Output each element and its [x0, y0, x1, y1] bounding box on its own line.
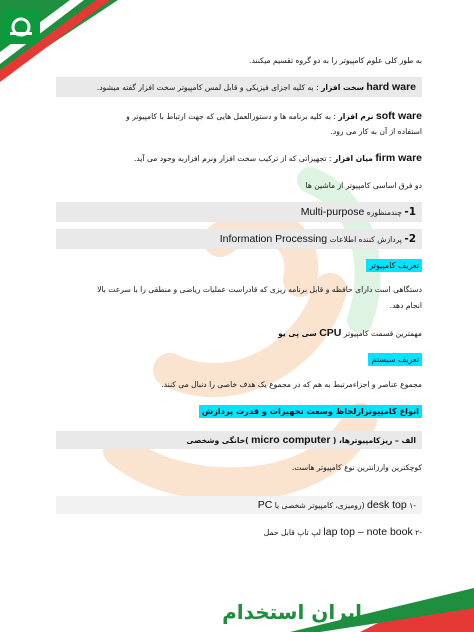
multipurpose-line [56, 202, 422, 222]
multipurpose-fa: چندمنظوره [366, 208, 402, 217]
multipurpose-en: Multi-purpose [300, 206, 365, 218]
microcomputer-en: micro computer [251, 434, 331, 446]
desktop-pc: PC [257, 499, 273, 511]
laptop-fa: لپ تاپ قابل حمل [263, 528, 321, 537]
info-processing-fa: پردازش کننده اطلاعات [329, 235, 402, 244]
laptop-line [264, 524, 422, 540]
info-processing-num: 2- [404, 233, 416, 245]
cpu-tail: سی پی یو [278, 329, 317, 338]
computer-definition-heading: تعریف کامپیوتر [366, 259, 422, 272]
cpu-fa: مهمترین قسمت کامپیوتر [343, 329, 422, 338]
hardware-desc: : به کلیه اجزای فیزیکی و قابل لمس کامپیوتر سخت افزار گفته میشود. [96, 83, 319, 92]
system-definition-heading: تعریف سیستم [368, 353, 422, 366]
software-term: soft ware [375, 110, 422, 122]
multipurpose-num: 1- [404, 206, 416, 218]
laptop-num: -۲ [415, 528, 422, 537]
cpu-line [278, 326, 422, 340]
computer-definition-cont: انجام دهد. [389, 301, 422, 310]
hardware-term: hard ware [366, 81, 416, 93]
desktop-num: -۱ [409, 501, 416, 510]
desktop-fa: (رومیزی، کامپیوتر شخصی یا [274, 501, 365, 510]
microcomputer-desc: کوچکترین وارزانترین نوع کامپیوتر هاست. [291, 463, 422, 472]
brand-badge-icon [2, 10, 40, 44]
microcomputer-head: الف – ریزکامپیوترها، ( [332, 436, 416, 445]
firmware-fa: میان افزار [333, 154, 373, 163]
hardware-fa: سخت افزار [321, 83, 364, 92]
cpu-en: CPU [319, 327, 342, 339]
software-line [126, 108, 422, 124]
brand-name: ایران استخدام [222, 600, 362, 624]
software-fa: نرم افزار [338, 112, 374, 121]
firmware-desc: : تجهیزاتی که از ترکیب سخت افزار ونرم افزاربه وجود می آید. [133, 154, 332, 163]
desktop-line [56, 496, 422, 514]
info-processing-en: Information Processing [219, 233, 328, 245]
microcomputer-tail: )خانگی وشخصی [186, 436, 249, 445]
laptop-en: lap top – note book [323, 526, 413, 538]
difference-heading: دو فرق اساسی کامپیوتر از ماشین ها [305, 181, 422, 190]
software-desc: : به کلیه برنامه ها و دستورالعمل هایی که جهت ارتباط با کامپیوتر و [126, 112, 336, 121]
microcomputer-line [56, 431, 422, 449]
hardware-line [56, 77, 422, 97]
info-processing-line [56, 229, 422, 249]
system-definition-text: مجموع عناصر و اجزاءمرتبط به هم که در مجموع یک هدف خاصی را دنبال می کنند. [161, 380, 422, 389]
software-line-cont: استفاده از آن به کار می رود. [330, 127, 422, 136]
firmware-term: firm ware [375, 152, 422, 164]
computer-types-heading: انواع کامپیوترازلحاظ وسعت تجهیزات و قدرت پردازش [199, 405, 422, 418]
desktop-en: desk top [367, 499, 407, 511]
firmware-line [134, 150, 422, 166]
intro-line: به طور کلی علوم کامپیوتر را به دو گروه تقسیم میکنند. [249, 56, 422, 65]
computer-definition-text: دستگاهی است دارای حافظه و قابل برنامه ریزی که قادراست عملیات ریاضی و منطقی را با سرعت بالا [97, 285, 422, 294]
